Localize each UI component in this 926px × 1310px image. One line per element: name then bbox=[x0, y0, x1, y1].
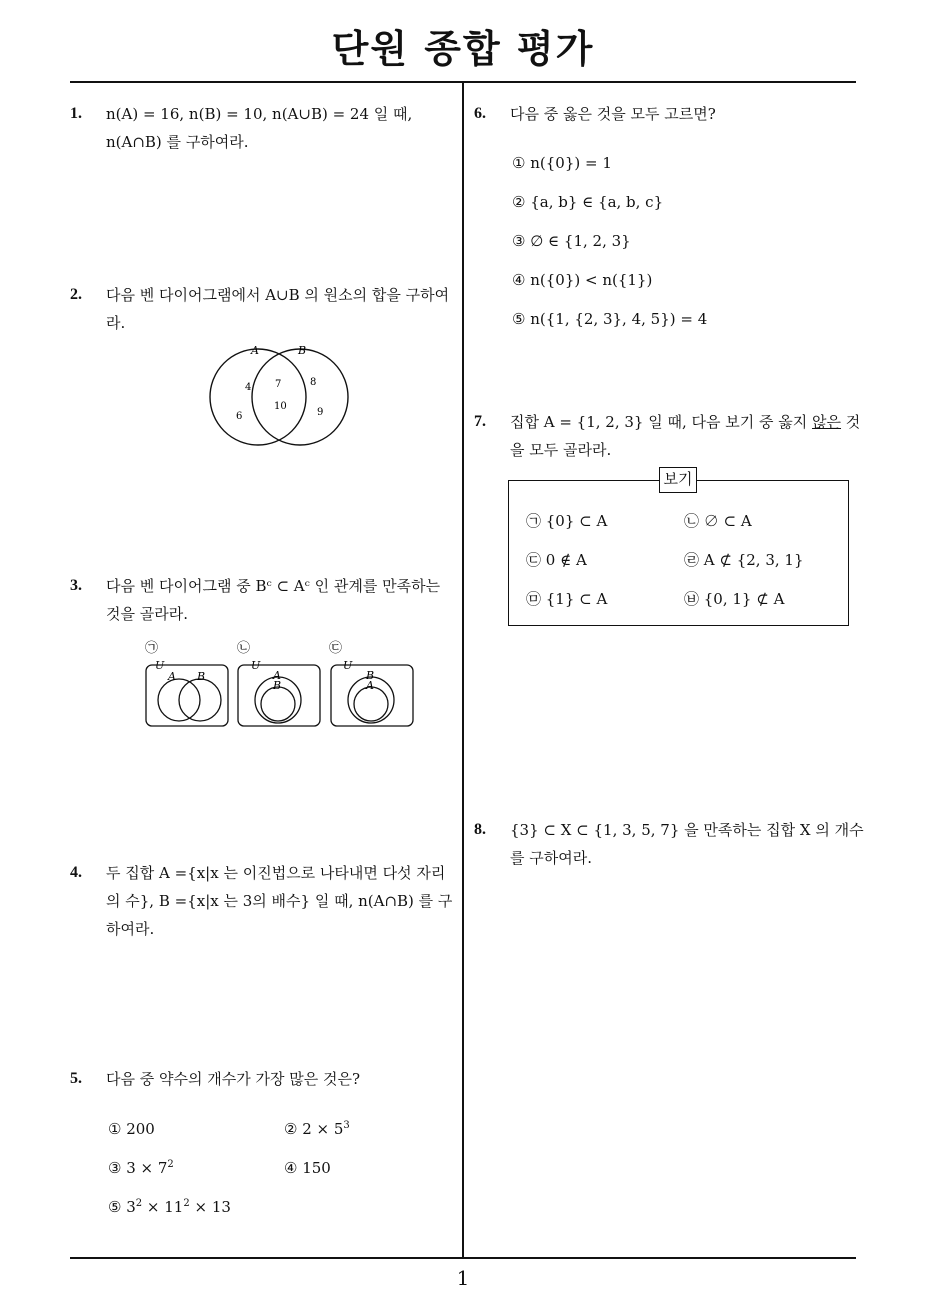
question-number: 8. bbox=[474, 821, 486, 838]
option-text: ② 2 × 5 bbox=[284, 1120, 344, 1138]
question-number: 2. bbox=[70, 286, 82, 303]
question-number: 3. bbox=[70, 577, 82, 594]
option-3[interactable]: ③ ∅ ∈ {1, 2, 3} bbox=[512, 232, 631, 250]
option-1[interactable]: ① 200 bbox=[108, 1120, 155, 1138]
universal-label: U bbox=[343, 659, 353, 672]
set-b-label: B bbox=[366, 669, 375, 682]
bottom-rule bbox=[70, 1257, 856, 1259]
bogi-label: 보기 bbox=[659, 467, 697, 493]
set-b-label: B bbox=[197, 670, 206, 683]
option-4[interactable]: ④ 150 bbox=[284, 1159, 331, 1177]
option-2[interactable]: ② $2 \times 5^3$ bbox=[284, 1120, 350, 1138]
bogi-item-5: ㉤ {1} ⊂ A bbox=[526, 590, 608, 608]
question-text: {3} ⊂ X ⊂ {1, 3, 5, 7} 을 만족하는 집합 X 의 개수를 구하여라. bbox=[510, 821, 864, 867]
question-text: 다음 벤 다이어그램에서 A∪B 의 원소의 합을 구하여라. bbox=[106, 286, 450, 332]
bogi-item-6: ㉥ {0, 1} ⊄ A bbox=[684, 590, 785, 608]
question-text: 두 집합 A ={x|x 는 이진법으로 나타내면 다섯 자리의 수}, B ={x|x 는 3의 배수} 일 때, n(A∩B) 를 구하여라. bbox=[106, 864, 453, 938]
universal-label: U bbox=[251, 659, 261, 672]
choice-mark: ㉡ bbox=[237, 641, 251, 656]
choice-mark: ㉠ bbox=[145, 641, 159, 656]
venn-label-a: A bbox=[251, 344, 259, 357]
option-1[interactable]: ① n({0}) = 1 bbox=[512, 154, 612, 172]
venn-label-b: B bbox=[298, 344, 307, 357]
venn-value: 9 bbox=[317, 407, 324, 418]
question-text: 다음 중 옳은 것을 모두 고르면? bbox=[510, 105, 716, 123]
question-6 bbox=[474, 100, 866, 128]
venn-circle-a bbox=[210, 349, 306, 445]
question-7 bbox=[474, 408, 866, 464]
question-text bbox=[474, 408, 866, 464]
question-number: 4. bbox=[70, 864, 82, 881]
question-3 bbox=[70, 572, 458, 628]
question-number: 6. bbox=[474, 105, 486, 122]
venn-value: 10 bbox=[274, 401, 287, 412]
option-3[interactable]: ③ $3 \times 7^2$ bbox=[108, 1159, 174, 1177]
question-text: n(A) = 16, n(B) = 10, n(A∪B) = 24 일 때, n(A∩B) 를 구하여라. bbox=[106, 105, 413, 151]
venn-choices-q3 bbox=[140, 638, 425, 733]
question-2 bbox=[70, 281, 458, 337]
option-4[interactable]: ④ n({0}) < n({1}) bbox=[512, 271, 653, 289]
venn-value: 4 bbox=[245, 382, 252, 393]
choice-mark: ㉢ bbox=[329, 641, 343, 656]
venn-value: 6 bbox=[236, 411, 243, 422]
set-a-label: A bbox=[168, 670, 176, 683]
question-text: 다음 벤 다이어그램 중 Bᶜ ⊂ Aᶜ 인 관계를 만족하는 것을 골라라. bbox=[106, 577, 441, 623]
venn-circle-b bbox=[252, 349, 348, 445]
universal-label: U bbox=[155, 659, 165, 672]
bogi-item-1: ㉠ {0} ⊂ A bbox=[526, 512, 608, 530]
question-number: 5. bbox=[70, 1070, 82, 1087]
set-b-circle bbox=[261, 687, 295, 721]
option-2[interactable]: ② {a, b} ∈ {a, b, c} bbox=[512, 193, 664, 211]
set-a-label: A bbox=[273, 669, 281, 682]
question-text: 다음 중 약수의 개수가 가장 많은 것은? bbox=[106, 1070, 361, 1088]
question-8 bbox=[474, 816, 866, 872]
page-title: 단원 종합 평가 bbox=[331, 27, 595, 71]
set-a-circle bbox=[354, 687, 388, 721]
venn-diagram-q2 bbox=[200, 340, 360, 450]
question-text-part: 집합 A = {1, 2, 3} 일 때, 다음 보기 중 옳지 bbox=[510, 413, 813, 431]
emphasis-not: 않은 bbox=[812, 413, 842, 431]
bogi-item-4: ㉣ A ⊄ {2, 3, 1} bbox=[684, 551, 804, 569]
bogi-item-3: ㉢ 0 ∉ A bbox=[526, 551, 587, 569]
question-1 bbox=[70, 100, 458, 156]
set-a-label: A bbox=[366, 679, 374, 692]
question-number: 1. bbox=[70, 105, 82, 122]
question-4 bbox=[70, 859, 458, 943]
question-5 bbox=[70, 1065, 458, 1093]
question-number: 7. bbox=[474, 413, 486, 430]
column-divider bbox=[462, 83, 464, 1259]
page-number: 1 bbox=[456, 1266, 470, 1290]
option-5[interactable] bbox=[108, 1196, 231, 1218]
option-5[interactable]: ⑤ n({1, {2, 3}, 4, 5}) = 4 bbox=[512, 310, 708, 328]
option-text: ⑤ $3^2 \times 11^2 \times 13$ bbox=[108, 1198, 231, 1216]
bogi-item-2: ㉡ ∅ ⊂ A bbox=[684, 512, 752, 530]
set-b-label: B bbox=[273, 679, 282, 692]
option-text: ③ 3 × 7 bbox=[108, 1159, 168, 1177]
question-text-part: 것을 모두 골라라. bbox=[510, 413, 861, 459]
venn-value: 7 bbox=[275, 379, 282, 390]
venn-value: 8 bbox=[310, 377, 317, 388]
